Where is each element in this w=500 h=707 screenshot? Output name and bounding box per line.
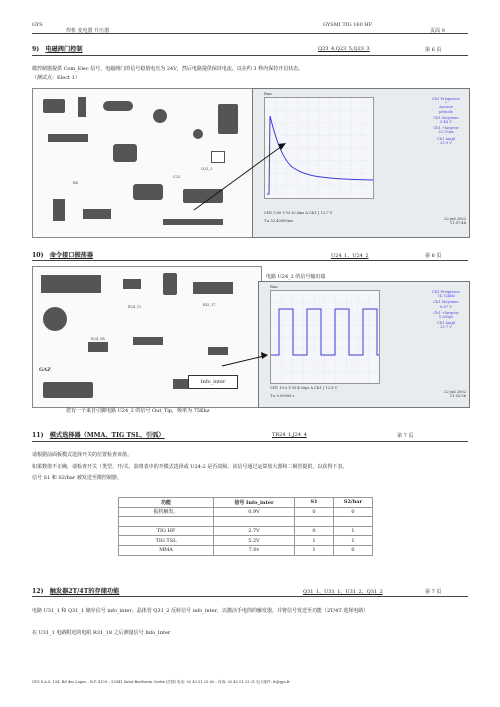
scope-1-status: Run xyxy=(264,91,272,96)
section-11-number: 11) xyxy=(32,432,44,439)
section-11-line-1: 请根据前面板模式选择开关的位置检查该值。 xyxy=(32,452,133,458)
header-page: 页面 9 xyxy=(430,28,445,34)
section-12-heading xyxy=(32,586,119,595)
table-cell: MMA xyxy=(119,545,214,555)
section-12-page: 第 7 页 xyxy=(425,589,442,595)
table-header-cell: S1 xyxy=(295,498,334,508)
table-cell xyxy=(214,517,295,527)
scope-2-date: 22 juil 2002 11:53:56 xyxy=(444,390,466,398)
scope-2-measure: Ch1 Moyenne 6.67 V xyxy=(433,300,459,309)
section-10-page: 第 6 页 xyxy=(425,253,442,259)
footer-address: GYS S.A.S. 134, Bd des Loges – B.P. 4159 – 53941 Saint-Berthevin Cedex (法国) 电话: 02 43 01 23 60 – 传真: 02 43 01 23 21 电子邮件: fr@gys.fr xyxy=(32,680,290,684)
board-label: RI3_17 xyxy=(203,303,216,307)
table-row xyxy=(119,545,373,555)
table-cell: 振机触发。 xyxy=(119,507,214,517)
header-left: GYS xyxy=(32,22,43,28)
section-10-refs: U24_1、U24_2 xyxy=(331,253,369,259)
table-cell: 0 xyxy=(334,507,373,517)
table-cell: 0 xyxy=(295,526,334,536)
table-row xyxy=(119,526,373,536)
section-9-title: 电磁阀门控制 xyxy=(45,46,83,53)
section-9-refs: Q23_4,Q23_5,Q23_3 xyxy=(318,46,370,52)
info-inter-label: Info_inter xyxy=(188,375,238,389)
scope-2-settings: CH1 10.0 V M 4.00μs A Ch1 ∫ 12.8 V xyxy=(270,386,338,390)
scope-2-measure: Ch1 +largeur 5.565μs xyxy=(433,310,459,320)
table-cell: 2.7V xyxy=(214,526,295,536)
mode-table xyxy=(118,497,373,556)
section-12-line-1: 电路 U31_1 和 Q31_1 储存信号 info_inter。晶体管 Q31_2 反转信号 info_inter，以激活手电筒的触发器，并将信号发送至功能（2T/4T 选择电路） xyxy=(32,608,369,614)
table-row xyxy=(119,507,373,517)
scope-1-measure: Ch1 Fréquence ? Aucune période xyxy=(431,97,461,114)
section-12-refs: Q31_1、U31_1、U31_2、Q31_2 xyxy=(303,589,383,595)
table-row xyxy=(119,536,373,546)
table-cell xyxy=(295,517,334,527)
table-cell: 1 xyxy=(334,536,373,546)
table-row xyxy=(119,517,373,527)
section-10-number: 10) xyxy=(32,252,44,259)
scope-1-trigger: T ▸ 52.40000ms xyxy=(264,219,293,223)
section-11-refs: TR24_1,J24_4 xyxy=(272,432,307,438)
section-12-rule xyxy=(32,596,468,597)
scope-1-measure: Ch1 Ampl 25.9 V xyxy=(437,136,455,145)
scope-2-measure: Ch1 Ampl 23.7 V xyxy=(437,321,455,330)
table-cell: 0.9V xyxy=(214,507,295,517)
board-label: GAZ xyxy=(39,367,51,373)
table-header-row xyxy=(119,498,373,508)
section-10-title: 命令接口振荡器 xyxy=(49,252,94,259)
board-label: R24_1B xyxy=(91,337,105,341)
table-cell: 1 xyxy=(334,526,373,536)
board-label: R4 xyxy=(73,181,78,185)
section-11-line-2: 如果数值不正确，请检查开关（类型、开/关、款将表中的开模式选择或 U24-2 是否故障。该信号通过运算放大器和二极管提供，以获得下表。 xyxy=(32,464,348,470)
header-model: GYSMI TIG 160 HF xyxy=(323,22,373,28)
board-label: R24_12 xyxy=(128,305,142,309)
section-9-number: 9) xyxy=(32,46,40,53)
section-12-number: 12) xyxy=(32,588,44,595)
table-cell: 0 xyxy=(334,545,373,555)
section-10-text: 您有一个来自引脚电路 U24_2 的信号 Out_Tip，频率为 75Khz xyxy=(66,408,210,414)
table-cell: TIG TSL xyxy=(119,536,214,546)
board-label: C25 xyxy=(173,175,181,179)
section-10-caption: 电路 U24_2 的信号输出端 xyxy=(266,274,326,280)
scope-2-trigger: T ▸ 0.00000 s xyxy=(270,394,295,398)
table-header-cell: S2/bar xyxy=(334,498,373,508)
scope-1-settings: CH1 5.00 V M 20.0ms A Ch1 ∫ 12.7 V xyxy=(264,211,333,215)
arrow-head xyxy=(261,352,268,359)
section-9-text: 微控制器提供 Com_Elec 信号，电磁阀门的信号稳值电压为 24V，然后电路提供保持电流，以在约 3 秒内保持开启状态。 xyxy=(32,66,304,72)
table-cell xyxy=(334,517,373,527)
table-header-cell: 信号 Info_inter xyxy=(214,498,295,508)
table-cell: 7.0v xyxy=(214,545,295,555)
scope-1-measure: Ch1 Moyenne 5.48 V xyxy=(433,115,459,125)
section-11-line-3: 信号 S1 和 S2/bar 被发送至微控制器。 xyxy=(32,475,122,481)
scope-2-measure: Ch1 Fréquence 74.72kHz xyxy=(431,290,461,299)
section-9-page: 第 6 页 xyxy=(425,47,442,53)
section-11-heading xyxy=(32,430,165,439)
table-cell: 1 xyxy=(295,536,334,546)
section-9-note: （测试点：Elect 1） xyxy=(32,75,80,81)
header-title: 焊机 变电器 升压器 xyxy=(66,28,110,34)
scope-1-date: 22 juil 2002 11:57:46 xyxy=(444,217,466,225)
table-cell: 0 xyxy=(295,507,334,517)
section-11-rule xyxy=(32,441,468,442)
board-label: Q23_3 xyxy=(201,167,213,171)
table-cell: TIG HF xyxy=(119,526,214,536)
table-cell: 1 xyxy=(295,545,334,555)
scope-2-status: Run xyxy=(270,284,278,289)
section-12-title: 触发器2T/4T的存储功能 xyxy=(49,588,120,595)
section-11-page: 第 7 页 xyxy=(397,433,414,439)
table-cell xyxy=(119,517,214,527)
table-header-cell: 功能 xyxy=(119,498,214,508)
section-11-title: 模式选择器（MMA、TIG TSL、引弧） xyxy=(49,432,165,439)
table-cell: 5.2V xyxy=(214,536,295,546)
scope-1-measure: Ch1 +largeur 23.75ms xyxy=(433,126,459,135)
section-12-line-2: 在 U31_1 电路附近的电阻 R31_18 之后测量信号 Info_Inter xyxy=(32,630,171,636)
pointer-arrow xyxy=(222,356,264,366)
